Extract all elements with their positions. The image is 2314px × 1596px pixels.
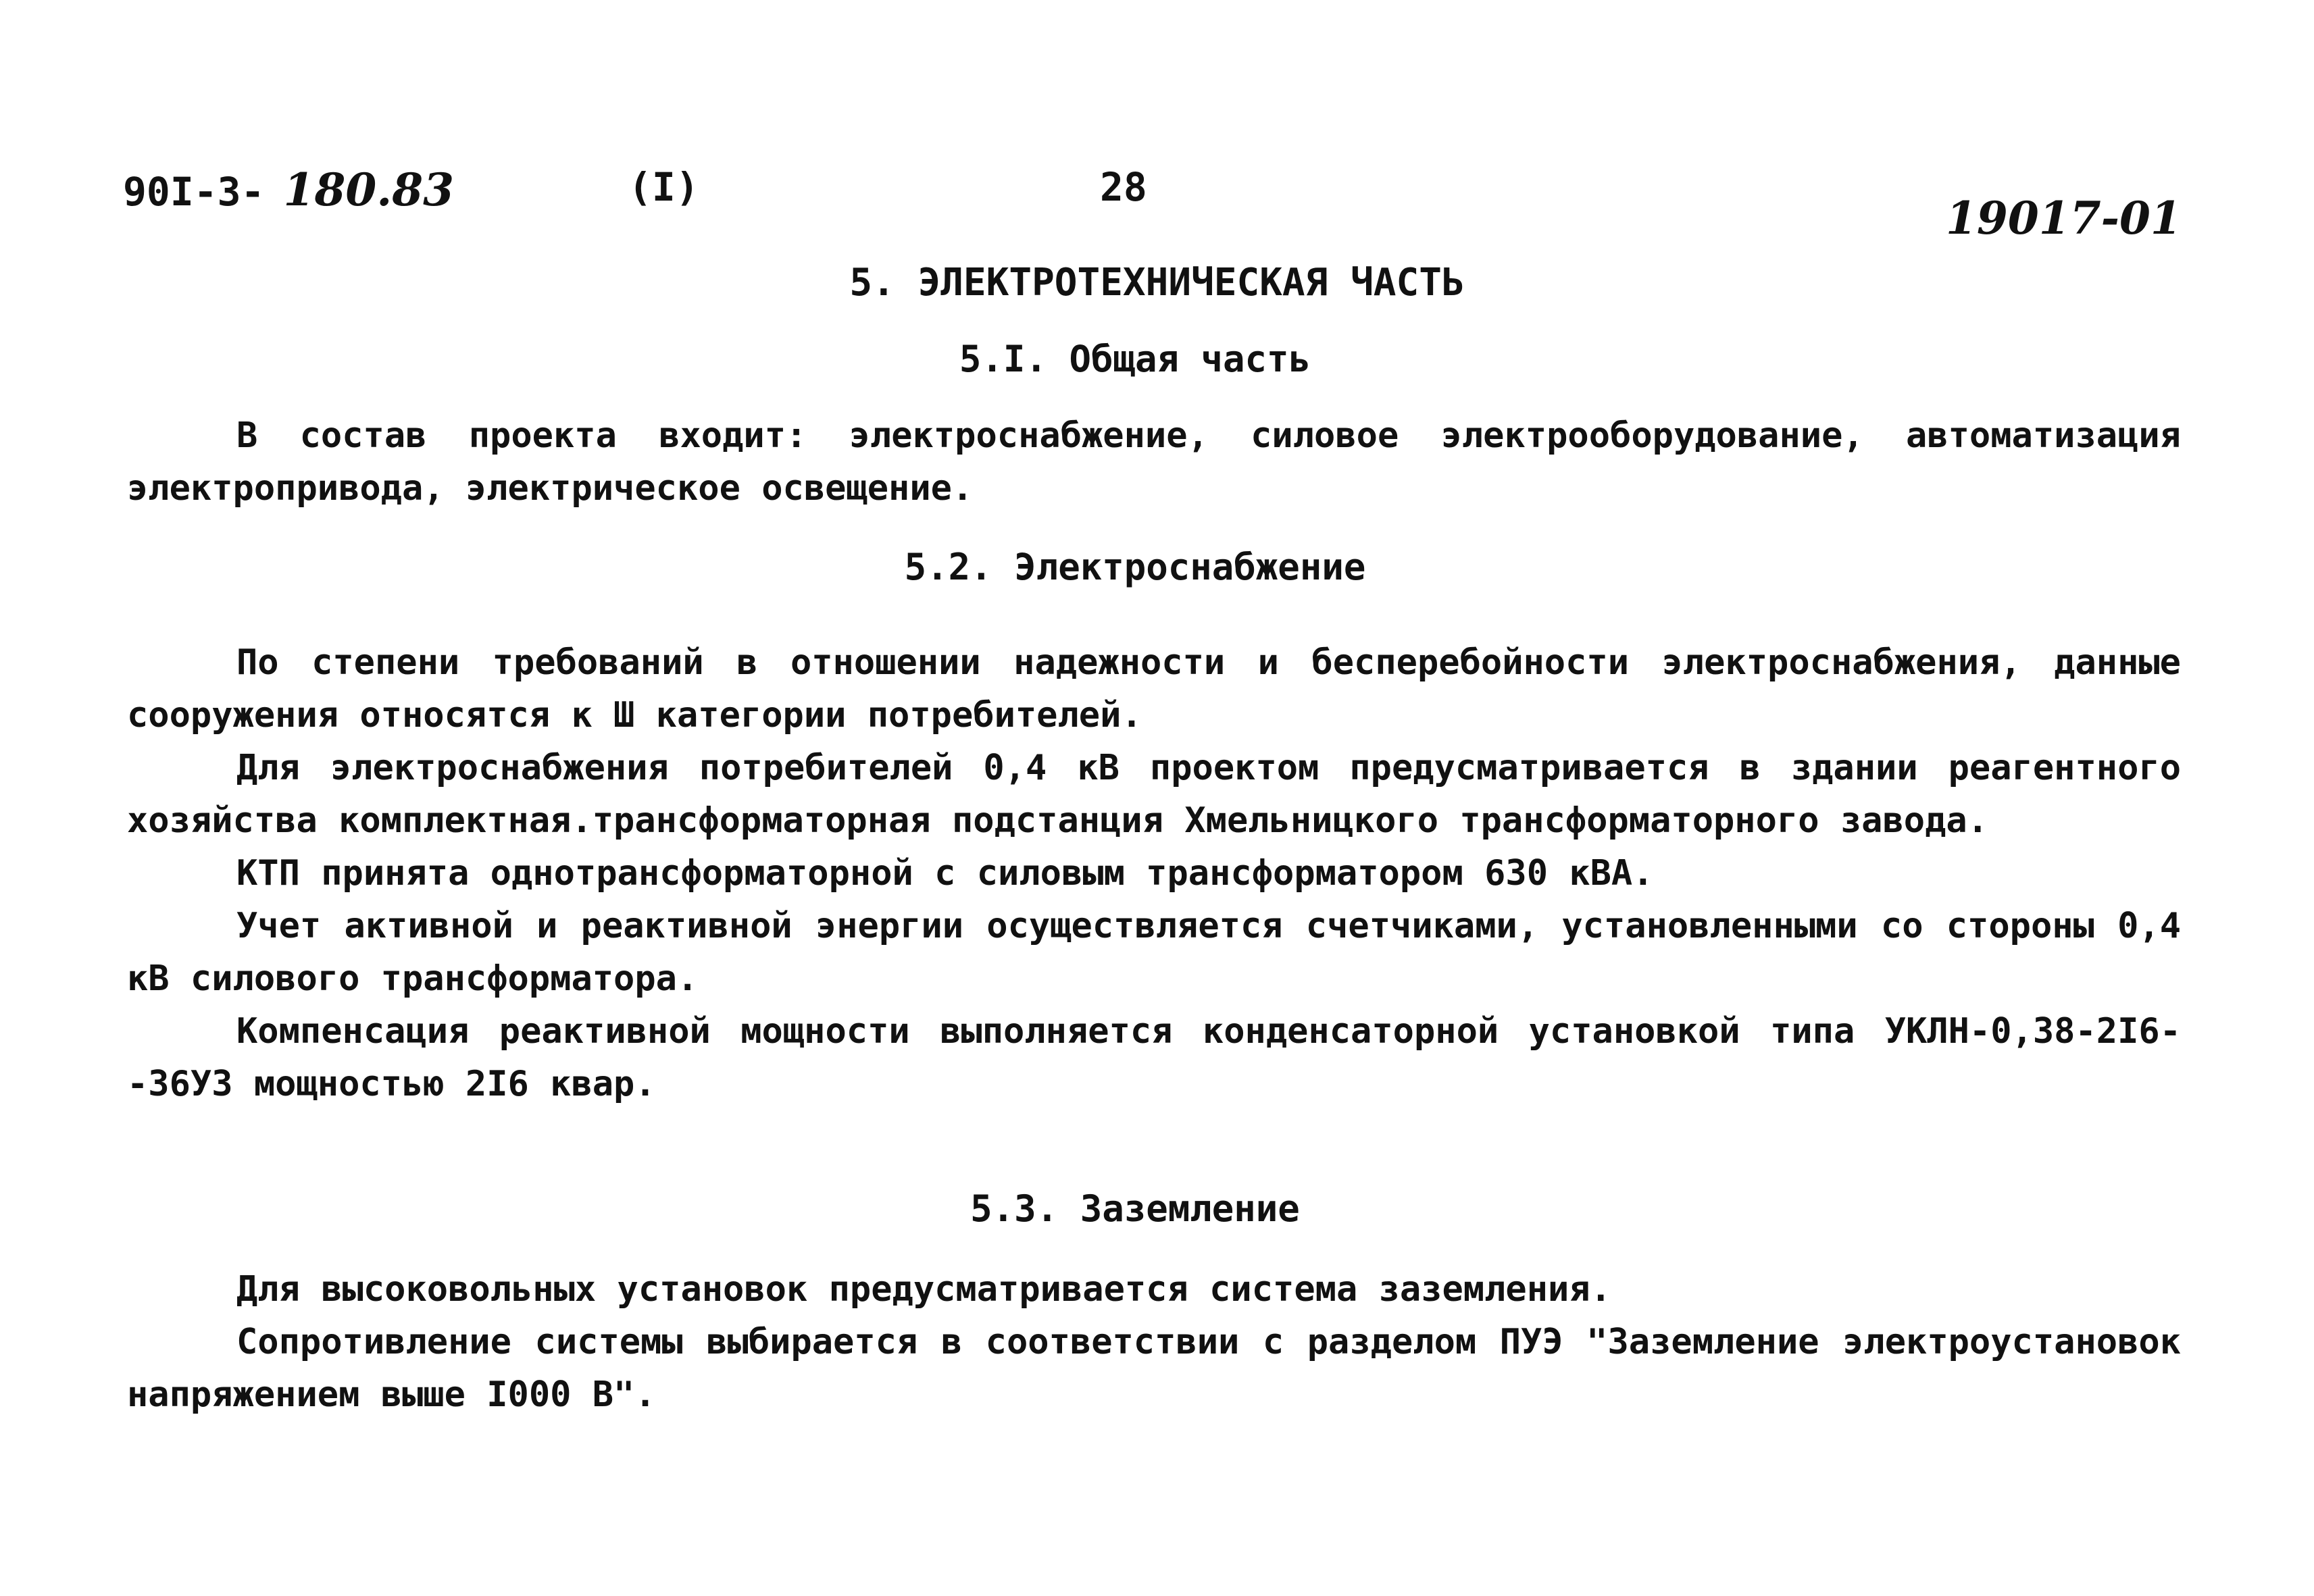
inventory-number-handwritten: 19017-01: [1946, 192, 2182, 244]
subsection-body-grounding: [127, 1263, 2181, 1421]
paragraph: Учет активной и реактивной энергии осуществляется счетчиками, установленными со стороны 0,4 кВ силового трансформатора.: [127, 906, 2181, 999]
doc-code: [123, 163, 455, 216]
paragraph: КТП принята однотрансформаторной с силовым трансформатором 630 кВА.: [236, 853, 1654, 894]
paragraph: По степени требований в отношении надежности и бесперебойности электроснабжения, данные сооружения относятся к Ш категории потребителей.: [127, 642, 2181, 736]
subsection-title-general: 5.I. Общая часть: [959, 338, 1311, 380]
section-title: 5. ЭЛЕКТРОТЕХНИЧЕСКАЯ ЧАСТЬ: [849, 261, 1465, 305]
subsection-body-general: [127, 409, 2181, 515]
paragraph: Сопротивление системы выбирается в соответствии с разделом ПУЭ "Заземление электроустановок напряжением выше I000 В".: [127, 1322, 2181, 1415]
doc-code-prefix: 90I-3-: [123, 169, 265, 215]
paragraph: Для электроснабжения потребителей 0,4 кВ проектом предусматривается в здании реагентного хозяйства комплектная.трансформаторная подстанция Хмельницкого трансформаторного завода.: [127, 748, 2181, 841]
paragraph: В состав проекта входит: электроснабжение, силовое электрооборудование, автоматизация электропривода, электрическое освещение.: [127, 415, 2181, 509]
doc-part: (I): [628, 164, 699, 210]
page-number: 28: [1100, 164, 1147, 210]
paragraph: Для высоковольных установок предусматривается система заземления.: [236, 1269, 1611, 1310]
doc-code-handwritten: 180.83: [283, 163, 455, 216]
paragraph: Компенсация реактивной мощности выполняется конденсаторной установкой типа УКЛН-0,38-2I6--36УЗ мощностью 2I6 квар.: [127, 1011, 2181, 1104]
subsection-title-grounding: 5.3. Заземление: [970, 1187, 1300, 1230]
subsection-body-power-supply: [127, 636, 2181, 1110]
subsection-title-power-supply: 5.2. Электроснабжение: [904, 546, 1366, 588]
